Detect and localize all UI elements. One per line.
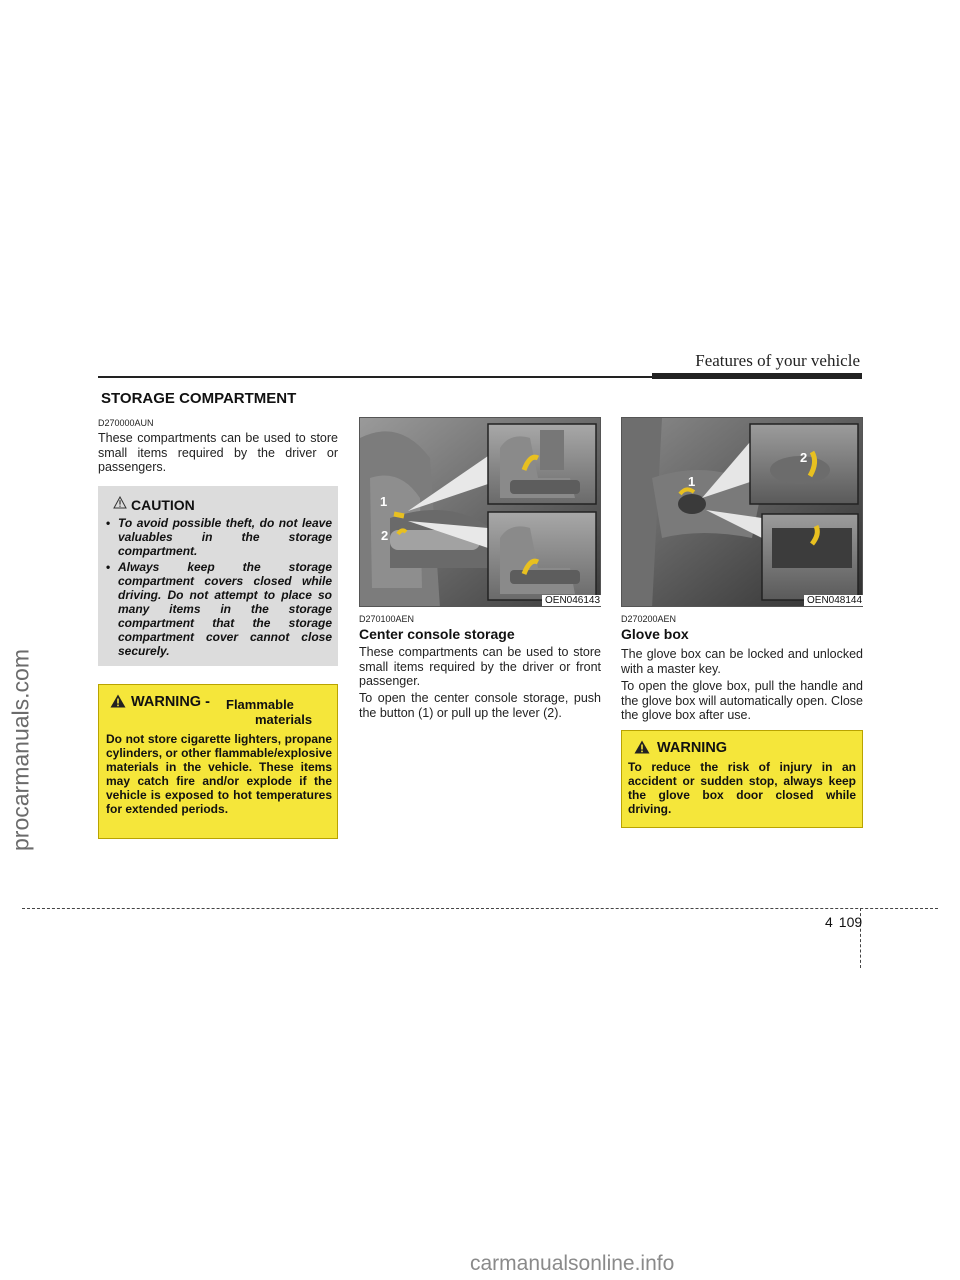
page-number	[825, 914, 862, 930]
center-console-illustration	[360, 418, 601, 607]
warning-triangle-icon	[634, 740, 650, 754]
center-console-callout-2: 2	[381, 528, 389, 543]
glove-box-para-1: The glove box can be locked and unlocked with a master key.	[621, 647, 863, 676]
side-watermark	[4, 540, 38, 960]
warning-flammable-title: WARNING -	[131, 694, 210, 710]
footer-watermark: carmanualsonline.info	[470, 1252, 675, 1275]
caution-title: CAUTION	[131, 497, 195, 513]
page-number-value: 109	[838, 914, 863, 930]
glove-box-photo-code: OEN048144	[804, 595, 865, 606]
glove-box-callout-1: 1	[688, 474, 696, 489]
side-watermark-text: procarmanuals.com	[7, 649, 34, 851]
caution-list	[106, 516, 332, 660]
glove-box-photo	[621, 417, 863, 607]
chapter-number: 4	[825, 914, 833, 930]
storage-intro: These compartments can be used to store small items required by the driver or passengers.	[98, 431, 338, 474]
running-header: Features of your vehicle	[695, 351, 860, 370]
caution-item: • To avoid possible theft, do not leave valuables in the storage compartment.	[106, 516, 332, 558]
footer-rule	[22, 908, 938, 909]
storage-code: D270000AUN	[98, 418, 154, 428]
caution-item: • Always keep the storage compartment covers closed while driving. Do not attempt to place so many items in the storage compartment that the storage compartment cover cannot close securely.	[106, 560, 332, 658]
warning-triangle-icon	[110, 694, 126, 708]
warning-flammable-subtitle-1: Flammable	[226, 697, 294, 712]
center-console-callout-1: 1	[380, 494, 388, 509]
warning-flammable-subtitle-2: materials	[255, 712, 313, 727]
glove-box-callout-2: 2	[800, 450, 808, 465]
glove-box-para-2: To open the glove box, pull the handle and the glove box will automatically open. Close the glove box after use.	[621, 679, 863, 722]
glove-box-code: D270200AEN	[621, 614, 677, 624]
header-bar	[652, 373, 862, 379]
center-console-para-1: These compartments can be used to store small items required by the driver or front passenger.	[359, 645, 601, 688]
glove-box-illustration	[622, 418, 863, 607]
glove-box-heading: Glove box	[621, 626, 689, 642]
warning-flammable-text: Do not store cigarette lighters, propane cylinders, or other flammable/explosive materials in the vehicle. These items may catch fire and/or explode if the vehicle is exposed to hot temperatures for extended periods.	[106, 732, 332, 816]
center-console-code: D270100AEN	[359, 614, 415, 624]
center-console-para-2: To open the center console storage, push the button (1) or pull up the lever (2).	[359, 691, 601, 720]
center-console-heading: Center console storage	[359, 626, 515, 642]
center-console-photo-code: OEN046143	[542, 595, 603, 606]
caution-triangle-icon	[113, 496, 127, 509]
warning-glove-text: To reduce the risk of injury in an accident or sudden stop, always keep the glove box door closed while driving.	[628, 760, 856, 816]
warning-glove-title: WARNING	[657, 740, 728, 756]
center-console-photo	[359, 417, 601, 607]
section-title: STORAGE COMPARTMENT	[101, 390, 297, 407]
